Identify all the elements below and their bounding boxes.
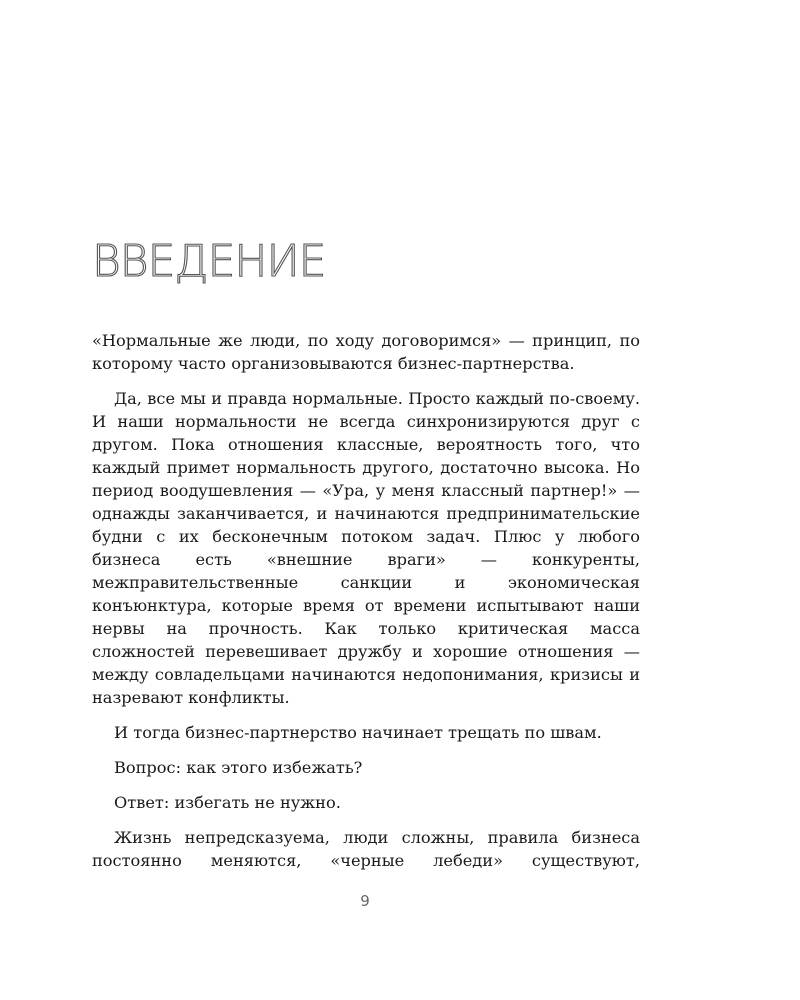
paragraph-6: Жизнь непредсказуема, люди сложны, правила бизнеса постоянно меняются, «черные лебеди» существуют, [92,828,640,870]
paragraph-2: Да, все мы и правда нормальные. Просто каждый по-своему. И наши нормальности не всегда синхронизируются друг с другом. Пока отношения классные, вероятность того, что каждый примет нормальность другого, достаточно высока. Но период воодушевления — «Ура, у меня классный партнер!» — однажды заканчивается, и начинаются предпринимательские будни с их бесконечным потоком задач. Плюс у любого бизнеса есть «внешние враги» — конкуренты, межправительственные санкции и экономическая конъюнктура, которые время от времени испытывают наши нервы на прочность. Как только критическая масса сложностей перевешивает дружбу и хорошие отношения — между совладельцами начинаются недопонимания, кризисы и назревают конфликты. [92,389,640,707]
paragraph-1: «Нормальные же люди, по ходу договоримся» — принцип, по которому часто организовываются бизнес-партнерства. [92,331,640,373]
paragraph-3: И тогда бизнес-партнерство начинает трещать по швам. [114,723,602,742]
paragraph-4: Вопрос: как этого избежать? [114,758,363,777]
chapter-title: ВВЕДЕНИЕ [92,236,326,287]
paragraph-5: Ответ: избегать не нужно. [114,793,341,812]
body-text [92,329,640,884]
page-number: 9 [360,892,370,910]
